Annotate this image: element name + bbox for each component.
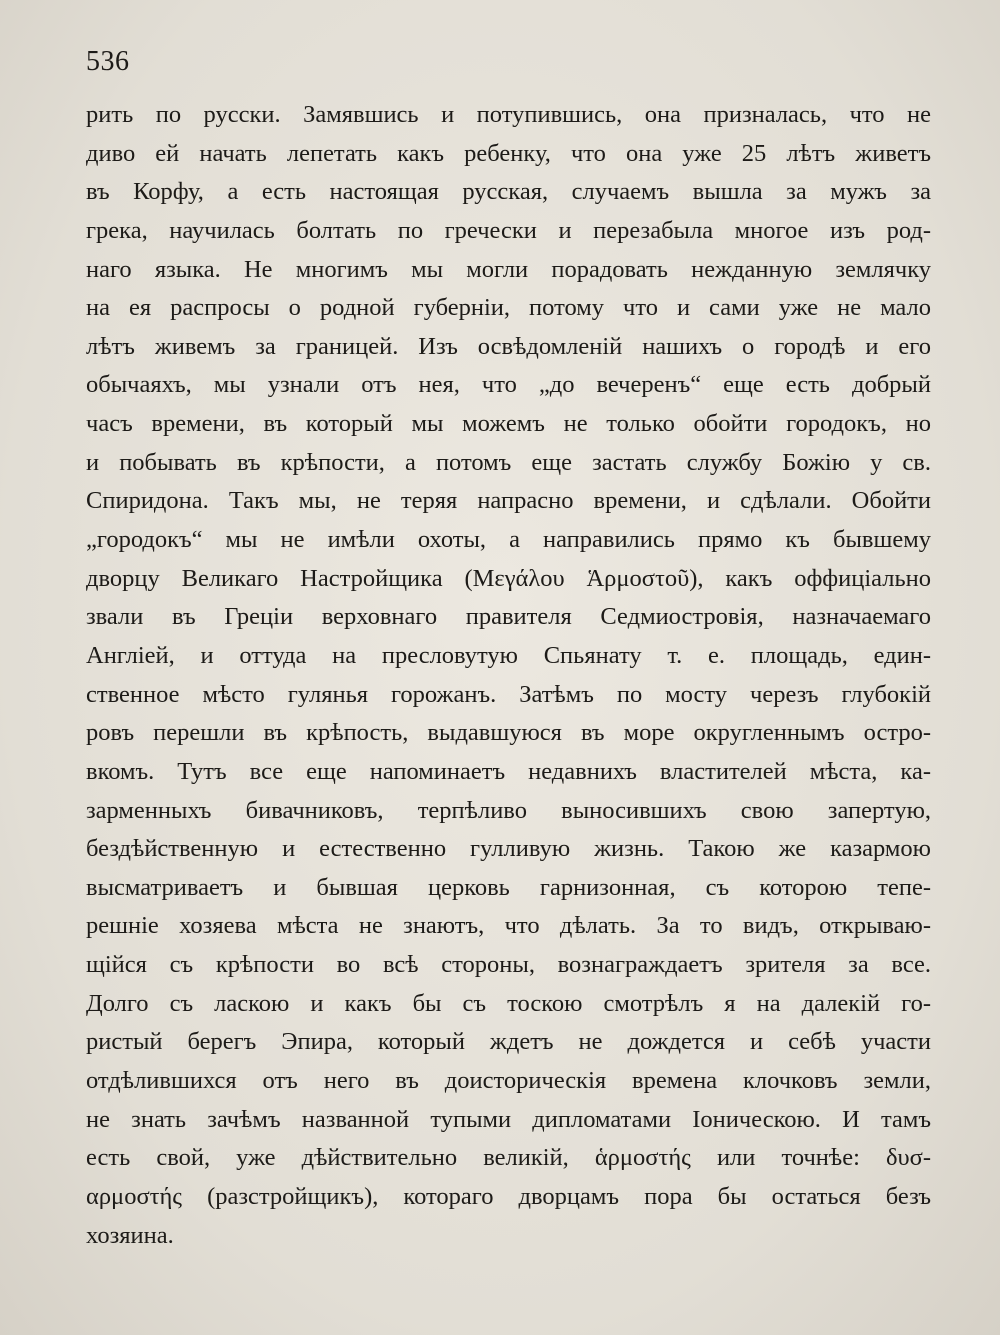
text-line: рить по русски. Замявшись и потупившись, она призналась, что не bbox=[86, 101, 931, 128]
text-line: есть свой, уже дѣйствительно великій, ἁρμοστής или точнѣе: δυσ- bbox=[86, 1144, 931, 1172]
text-line: ровъ перешли въ крѣпость, выдавшуюся въ море округленнымъ остро- bbox=[86, 719, 931, 747]
text-line: ственное мѣсто гулянья горожанъ. Затѣмъ по мосту черезъ глубокій bbox=[86, 680, 931, 708]
text-line: „городокъ“ мы не имѣли охоты, а направились прямо къ бывшему bbox=[86, 526, 931, 554]
text-line: лѣтъ живемъ за границей. Изъ освѣдомленій нашихъ о городѣ и его bbox=[86, 332, 931, 360]
text-line: Долго съ ласкою и какъ бы съ тоскою смотрѣлъ я на далекій го- bbox=[86, 989, 931, 1017]
body-text bbox=[86, 96, 931, 1255]
text-line: часъ времени, въ который мы можемъ не только обойти городокъ, но bbox=[86, 410, 931, 438]
text-line: не знать зачѣмъ названной тупыми дипломатами Іоническою. И тамъ bbox=[86, 1105, 931, 1133]
text-line: звали въ Греціи верховнаго правителя Седмиостровія, назначаемаго bbox=[86, 603, 931, 631]
text-line: щійся съ крѣпости во всѣ стороны, вознаграждаетъ зрителя за все. bbox=[86, 951, 931, 979]
text-line: и побывать въ крѣпости, а потомъ еще застать службу Божію у св. bbox=[86, 448, 931, 476]
text-line: вкомъ. Тутъ все еще напоминаетъ недавнихъ властителей мѣста, ка- bbox=[86, 757, 931, 785]
text-line: решніе хозяева мѣста не знаютъ, что дѣлать. За то видъ, открываю- bbox=[86, 912, 931, 940]
text-line: зарменныхъ бивачниковъ, терпѣливо выносившихъ свою запертую, bbox=[86, 796, 931, 824]
text-line: αρμοστής (разстройщикъ), котораго дворцамъ пора бы остаться безъ bbox=[86, 1182, 931, 1210]
text-line: въ Корфу, а есть настоящая русская, случаемъ вышла за мужъ за bbox=[86, 178, 931, 206]
text-line: обычаяхъ, мы узнали отъ нея, что „до вечеренъ“ еще есть добрый bbox=[86, 371, 931, 399]
text-line: отдѣлившихся отъ него въ доисторическія времена клочковъ земли, bbox=[86, 1067, 931, 1095]
text-line: Спиридона. Такъ мы, не теряя напрасно времени, и сдѣлали. Обойти bbox=[86, 487, 931, 515]
text-line: Англіей, и оттуда на пресловутую Спьянату т. е. площадь, един- bbox=[86, 641, 931, 669]
page-number: 536 bbox=[86, 46, 130, 77]
text-line: высматриваетъ и бывшая церковь гарнизонная, съ которою тепе- bbox=[86, 873, 931, 901]
text-line: грека, научилась болтать по гречески и перезабыла многое изъ род- bbox=[86, 216, 931, 244]
text-line: наго языка. Не многимъ мы могли порадовать нежданную землячку bbox=[86, 255, 931, 283]
text-line: на ея распросы о родной губерніи, потому что и сами уже не мало bbox=[86, 294, 931, 322]
text-line: хозяина. bbox=[86, 1221, 174, 1249]
text-line: дворцу Великаго Настройщика (Μεγάλου Ἁρμοστοῦ), какъ оффиціально bbox=[86, 564, 931, 592]
text-line: ристый берегъ Эпира, который ждетъ не дождется и себѣ участи bbox=[86, 1028, 931, 1056]
text-line: бездѣйственную и естественно гулливую жизнь. Такою же казармою bbox=[86, 835, 931, 863]
text-line: диво ей начать лепетать какъ ребенку, что она уже 25 лѣтъ живетъ bbox=[86, 139, 931, 167]
